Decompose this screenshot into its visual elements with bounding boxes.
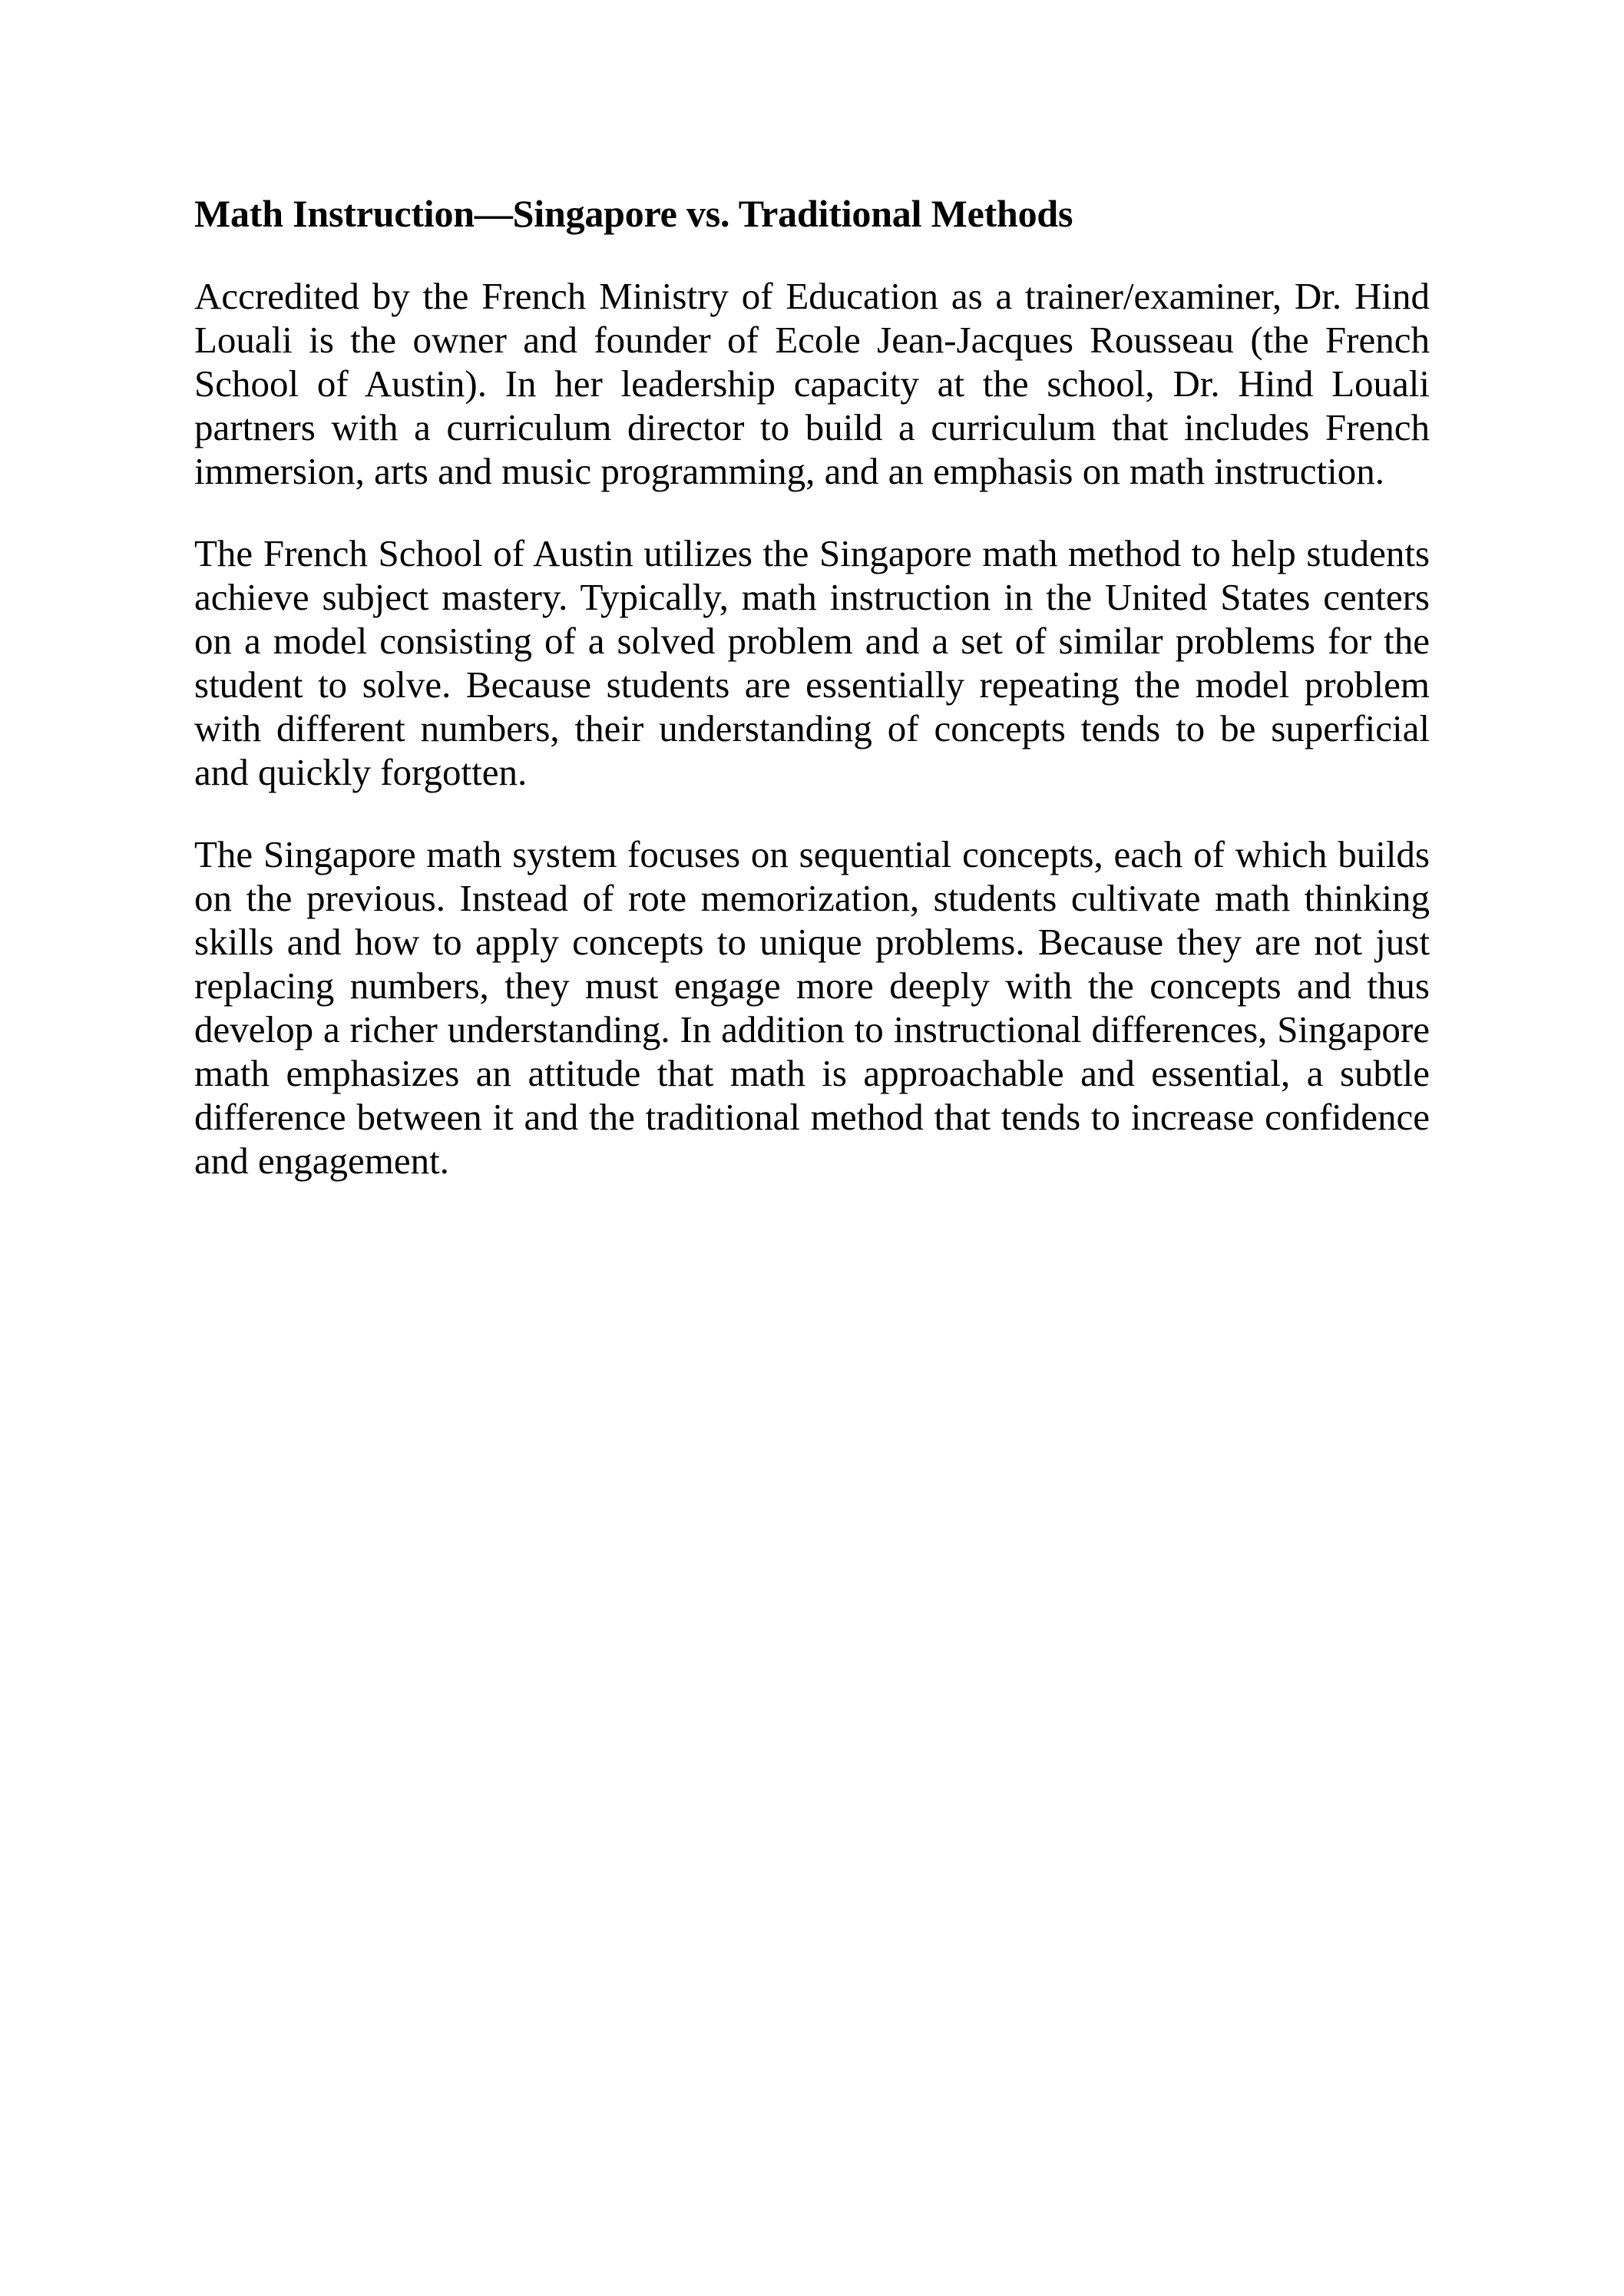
paragraph-singapore-method: The Singapore math system focuses on sequential concepts, each of which builds on the previous. Instead of rote memorization, students cultivate math thinking skills and how to apply concepts to unique problems. Because they are not just replacing numbers, they must engage more deeply with the concepts and thus develop a richer understanding. In addition to instructional differences, Singapore math emphasizes an attitude that math is approachable and essential, a subtle difference between it and the traditional method that tends to increase confidence and engagement.: [194, 833, 1430, 1182]
paragraph-intro: Accredited by the French Ministry of Education as a trainer/examiner, Dr. Hind Louali is the owner and founder of Ecole Jean-Jacques Rousseau (the French School of Austin). In her leadership capacity at the school, Dr. Hind Louali partners with a curriculum director to build a curriculum that includes French immersion, arts and music programming, and an emphasis on math instruction.: [194, 275, 1430, 492]
document-title: Math Instruction—Singapore vs. Traditional Methods: [194, 192, 1073, 235]
paragraph-traditional-method: The French School of Austin utilizes the Singapore math method to help students achieve subject mastery. Typically, math instruction in the United States centers on a model consisting of a solved problem and a set of similar problems for the student to solve. Because students are essentially repeating the model problem with different numbers, their understanding of concepts tends to be superficial and quickly forgotten.: [194, 532, 1430, 793]
document-body: [194, 192, 1430, 1183]
